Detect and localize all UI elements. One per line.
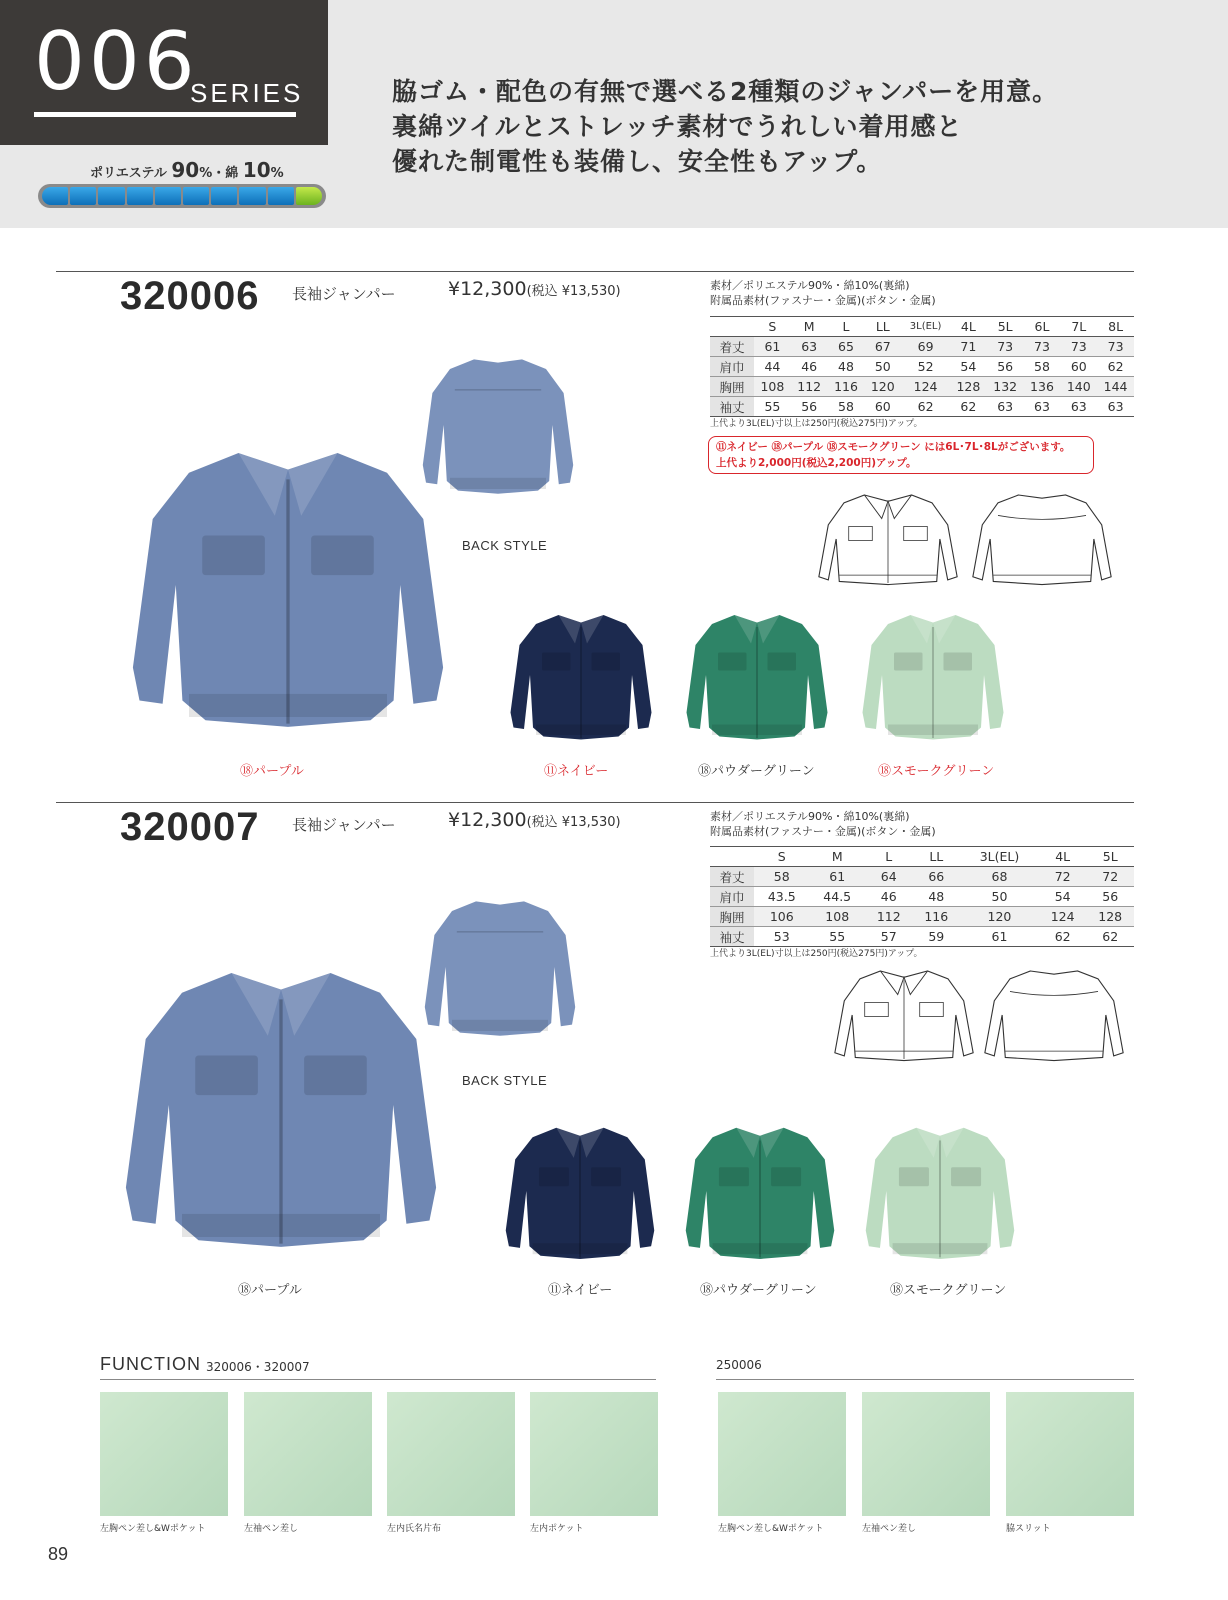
- size-cell: 67: [864, 337, 901, 357]
- color-caption: ⑱スモークグリーン: [878, 764, 995, 779]
- price-value: ¥12,300: [448, 809, 527, 831]
- size-corner: [710, 317, 754, 337]
- size-cell: 73: [1024, 337, 1061, 357]
- size-cell: 68: [960, 867, 1039, 887]
- size-cell: 56: [987, 357, 1024, 377]
- size-col: 3L(EL): [960, 847, 1039, 867]
- size-cell: 144: [1097, 377, 1134, 397]
- product-code: 320007: [120, 805, 260, 849]
- product-price: [448, 809, 621, 831]
- function-photo-sleeve-pen-b: [862, 1392, 990, 1516]
- jacket-photo-navy: [500, 600, 662, 750]
- size-cell: 54: [1039, 887, 1087, 907]
- color-caption: ⑱パープル: [238, 1283, 302, 1298]
- color-caption: ⑱パウダーグリーン: [698, 764, 815, 779]
- headline-line: 優れた制電性も装備し、安全性もアップ。: [392, 147, 883, 176]
- jacket-photo-powder-green: [676, 1112, 844, 1270]
- size-col: 3L(EL): [901, 317, 950, 337]
- function-photo-name-tag: [387, 1392, 515, 1516]
- size-cell: 62: [950, 397, 987, 417]
- fabric-bar-segment: [42, 187, 68, 205]
- size-cell: 128: [1086, 907, 1134, 927]
- size-cell: 132: [987, 377, 1024, 397]
- spec-material: 素材／ポリエステル90%・綿10%(裏綿): [710, 810, 910, 823]
- section-rule: [56, 802, 1134, 803]
- row-label: 袖丈: [710, 397, 754, 417]
- fabric-bar-segment: [268, 187, 294, 205]
- size-note: 上代より3L(EL)寸以上は250円(税込275円)アップ。: [710, 419, 923, 429]
- fabric-label-a: ポリエステル: [90, 166, 167, 181]
- size-row: [710, 397, 1134, 417]
- size-row: [710, 927, 1134, 947]
- size-cell: 73: [1097, 337, 1134, 357]
- function-codes: 320006・320007: [206, 1360, 310, 1374]
- size-cell: 62: [1097, 357, 1134, 377]
- fabric-bar-segment: [211, 187, 237, 205]
- size-cell: 72: [1086, 867, 1134, 887]
- row-label: 肩巾: [710, 357, 754, 377]
- size-cell: 108: [809, 907, 864, 927]
- jacket-photo-back: [420, 872, 580, 1062]
- size-col: 5L: [987, 317, 1024, 337]
- size-cell: 63: [791, 337, 828, 357]
- size-col: LL: [864, 317, 901, 337]
- size-cell: 66: [913, 867, 961, 887]
- size-header-row: [710, 317, 1134, 337]
- spec-accessory: 附属品素材(ファスナー・金属)(ボタン・金属): [710, 294, 936, 307]
- fabric-bar-segment: [239, 187, 265, 205]
- jacket-photo-main: [106, 940, 456, 1270]
- fabric-pct-b: 10: [242, 158, 271, 182]
- size-col: 7L: [1060, 317, 1097, 337]
- size-cell: 108: [754, 377, 791, 397]
- size-cell: 53: [754, 927, 809, 947]
- headline-line: 裏綿ツイルとストレッチ素材でうれしい着用感と: [392, 112, 963, 141]
- size-cell: 58: [1024, 357, 1061, 377]
- row-label: 肩巾: [710, 887, 754, 907]
- spec-material: 素材／ポリエステル90%・綿10%(裏綿): [710, 279, 910, 292]
- size-cell: 136: [1024, 377, 1061, 397]
- fabric-bar-segment: [70, 187, 96, 205]
- fabric-bar-segment: [155, 187, 181, 205]
- notice-line: ⑪ネイビー ⑱パープル ⑱スモークグリーン には6L･7L･8Lがございます。: [716, 441, 1071, 453]
- size-cell: 44: [754, 357, 791, 377]
- size-cell: 43.5: [754, 887, 809, 907]
- front-line-drawing: [808, 484, 968, 594]
- color-caption: ⑱パウダーグリーン: [700, 1283, 817, 1298]
- size-cell: 63: [1024, 397, 1061, 417]
- size-col: 4L: [950, 317, 987, 337]
- color-caption: ⑱スモークグリーン: [890, 1283, 1007, 1298]
- headline: [392, 74, 1058, 179]
- size-cell: 65: [828, 337, 865, 357]
- function-caption: 脇スリット: [1006, 1524, 1051, 1534]
- front-line-drawing: [824, 960, 984, 1070]
- size-cell: 48: [913, 887, 961, 907]
- back-style-caption: BACK STYLE: [462, 1073, 548, 1088]
- spec-text: [710, 809, 936, 839]
- size-cell: 50: [960, 887, 1039, 907]
- size-cell: 44.5: [809, 887, 864, 907]
- size-cell: 116: [913, 907, 961, 927]
- size-cell: 50: [864, 357, 901, 377]
- spec-text: [710, 278, 936, 308]
- fabric-bar-segment: [98, 187, 124, 205]
- function-photo-inner-pocket: [530, 1392, 658, 1516]
- size-cell: 124: [1039, 907, 1087, 927]
- size-cell: 61: [754, 337, 791, 357]
- size-col: LL: [913, 847, 961, 867]
- notice-line: 上代より2,000円(税込2,200円)アップ。: [716, 457, 917, 469]
- back-style-caption: BACK STYLE: [462, 538, 548, 553]
- size-cell: 63: [987, 397, 1024, 417]
- size-header-row: [710, 847, 1134, 867]
- size-cell: 128: [950, 377, 987, 397]
- function-rule: [100, 1379, 656, 1380]
- size-col: 5L: [1086, 847, 1134, 867]
- function-photo-pocket: [100, 1392, 228, 1516]
- size-col: L: [828, 317, 865, 337]
- row-label: 着丈: [710, 867, 754, 887]
- size-col: 4L: [1039, 847, 1087, 867]
- size-cell: 60: [1060, 357, 1097, 377]
- size-row: [710, 377, 1134, 397]
- series-word: SERIES: [190, 78, 304, 108]
- function-photo-pocket-b: [718, 1392, 846, 1516]
- function-caption: 左内ポケット: [530, 1524, 584, 1534]
- size-cell: 57: [865, 927, 913, 947]
- series-header: [0, 0, 1228, 228]
- size-cell: 61: [809, 867, 864, 887]
- size-row: [710, 867, 1134, 887]
- size-cell: 46: [791, 357, 828, 377]
- size-cell: 120: [864, 377, 901, 397]
- size-cell: 56: [1086, 887, 1134, 907]
- size-col: M: [809, 847, 864, 867]
- back-line-drawing: [962, 484, 1122, 594]
- function-caption: 左内氏名片布: [387, 1524, 442, 1534]
- row-label: 着丈: [710, 337, 754, 357]
- color-caption: ⑪ネイビー: [548, 1283, 613, 1298]
- size-col: 8L: [1097, 317, 1134, 337]
- size-cell: 52: [901, 357, 950, 377]
- size-table: [710, 316, 1134, 417]
- row-label: 胸囲: [710, 907, 754, 927]
- fabric-bar-segment-cotton: [296, 187, 322, 205]
- size-cell: 60: [864, 397, 901, 417]
- size-cell: 58: [754, 867, 809, 887]
- jacket-photo-smoke-green: [856, 1112, 1024, 1270]
- function-caption: 左袖ペン差し: [862, 1524, 917, 1534]
- size-row: [710, 887, 1134, 907]
- size-cell: 69: [901, 337, 950, 357]
- size-table: [710, 846, 1134, 947]
- size-cell: 56: [791, 397, 828, 417]
- size-cell: 64: [865, 867, 913, 887]
- jacket-photo-back: [418, 330, 578, 520]
- function-code-b: 250006: [716, 1358, 762, 1372]
- row-label: 胸囲: [710, 377, 754, 397]
- size-cell: 61: [960, 927, 1039, 947]
- size-corner: [710, 847, 754, 867]
- series-number: 006: [34, 15, 199, 108]
- size-col: 6L: [1024, 317, 1061, 337]
- jacket-photo-navy: [496, 1112, 664, 1270]
- size-cell: 112: [791, 377, 828, 397]
- size-cell: 46: [865, 887, 913, 907]
- jacket-photo-main: [118, 420, 458, 750]
- fabric-ratio-bar: [38, 184, 326, 208]
- size-note: 上代より3L(EL)寸以上は250円(税込275円)アップ。: [710, 949, 923, 959]
- product-name: 長袖ジャンパー: [292, 285, 396, 303]
- fabric-unit: %: [270, 166, 284, 181]
- color-caption: ⑱パープル: [240, 764, 304, 779]
- function-photo-side-slit: [1006, 1392, 1134, 1516]
- function-title: FUNCTION: [100, 1354, 201, 1374]
- size-col: L: [865, 847, 913, 867]
- fabric-label-b: %・綿: [199, 166, 239, 181]
- section-rule: [56, 271, 1134, 272]
- size-cell: 120: [960, 907, 1039, 927]
- size-row: [710, 337, 1134, 357]
- function-rule: [716, 1379, 1134, 1380]
- size-cell: 48: [828, 357, 865, 377]
- size-cell: 63: [1097, 397, 1134, 417]
- size-row: [710, 907, 1134, 927]
- size-cell: 55: [754, 397, 791, 417]
- function-caption: 左胸ペン差し&Wポケット: [718, 1524, 824, 1534]
- size-cell: 54: [950, 357, 987, 377]
- product-name: 長袖ジャンパー: [292, 816, 396, 834]
- size-cell: 106: [754, 907, 809, 927]
- jacket-photo-powder-green: [676, 600, 838, 750]
- size-col: M: [791, 317, 828, 337]
- size-cell: 62: [1039, 927, 1087, 947]
- size-cell: 140: [1060, 377, 1097, 397]
- product-price: [448, 278, 621, 300]
- price-tax: (税込 ¥13,530): [526, 815, 621, 830]
- price-tax: (税込 ¥13,530): [526, 284, 621, 299]
- size-cell: 62: [901, 397, 950, 417]
- fabric-bar-segment: [183, 187, 209, 205]
- size-col: S: [754, 317, 791, 337]
- series-block: [0, 0, 328, 145]
- fabric-bar-segment: [127, 187, 153, 205]
- size-cell: 58: [828, 397, 865, 417]
- headline-line: 脇ゴム・配色の有無で選べる2種類のジャンパーを用意。: [392, 77, 1059, 106]
- function-caption: 左胸ペン差し&Wポケット: [100, 1524, 206, 1534]
- size-cell: 71: [950, 337, 987, 357]
- size-cell: 124: [901, 377, 950, 397]
- size-cell: 73: [987, 337, 1024, 357]
- size-cell: 59: [913, 927, 961, 947]
- row-label: 袖丈: [710, 927, 754, 947]
- spec-accessory: 附属品素材(ファスナー・金属)(ボタン・金属): [710, 825, 936, 838]
- size-cell: 73: [1060, 337, 1097, 357]
- size-col: S: [754, 847, 809, 867]
- size-cell: 63: [1060, 397, 1097, 417]
- series-underline: [34, 112, 296, 117]
- color-caption: ⑪ネイビー: [544, 764, 609, 779]
- size-cell: 112: [865, 907, 913, 927]
- product-code: 320006: [120, 274, 260, 318]
- back-line-drawing: [974, 960, 1134, 1070]
- fabric-composition: [90, 158, 284, 182]
- size-cell: 116: [828, 377, 865, 397]
- size-cell: 55: [809, 927, 864, 947]
- size-notice: [708, 436, 1094, 474]
- size-row: [710, 357, 1134, 377]
- function-photo-sleeve-pen: [244, 1392, 372, 1516]
- size-cell: 72: [1039, 867, 1087, 887]
- price-value: ¥12,300: [448, 278, 527, 300]
- function-caption: 左袖ペン差し: [244, 1524, 299, 1534]
- page-number: 89: [48, 1544, 69, 1564]
- jacket-photo-smoke-green: [852, 600, 1014, 750]
- fabric-pct-a: 90: [171, 158, 200, 182]
- size-cell: 62: [1086, 927, 1134, 947]
